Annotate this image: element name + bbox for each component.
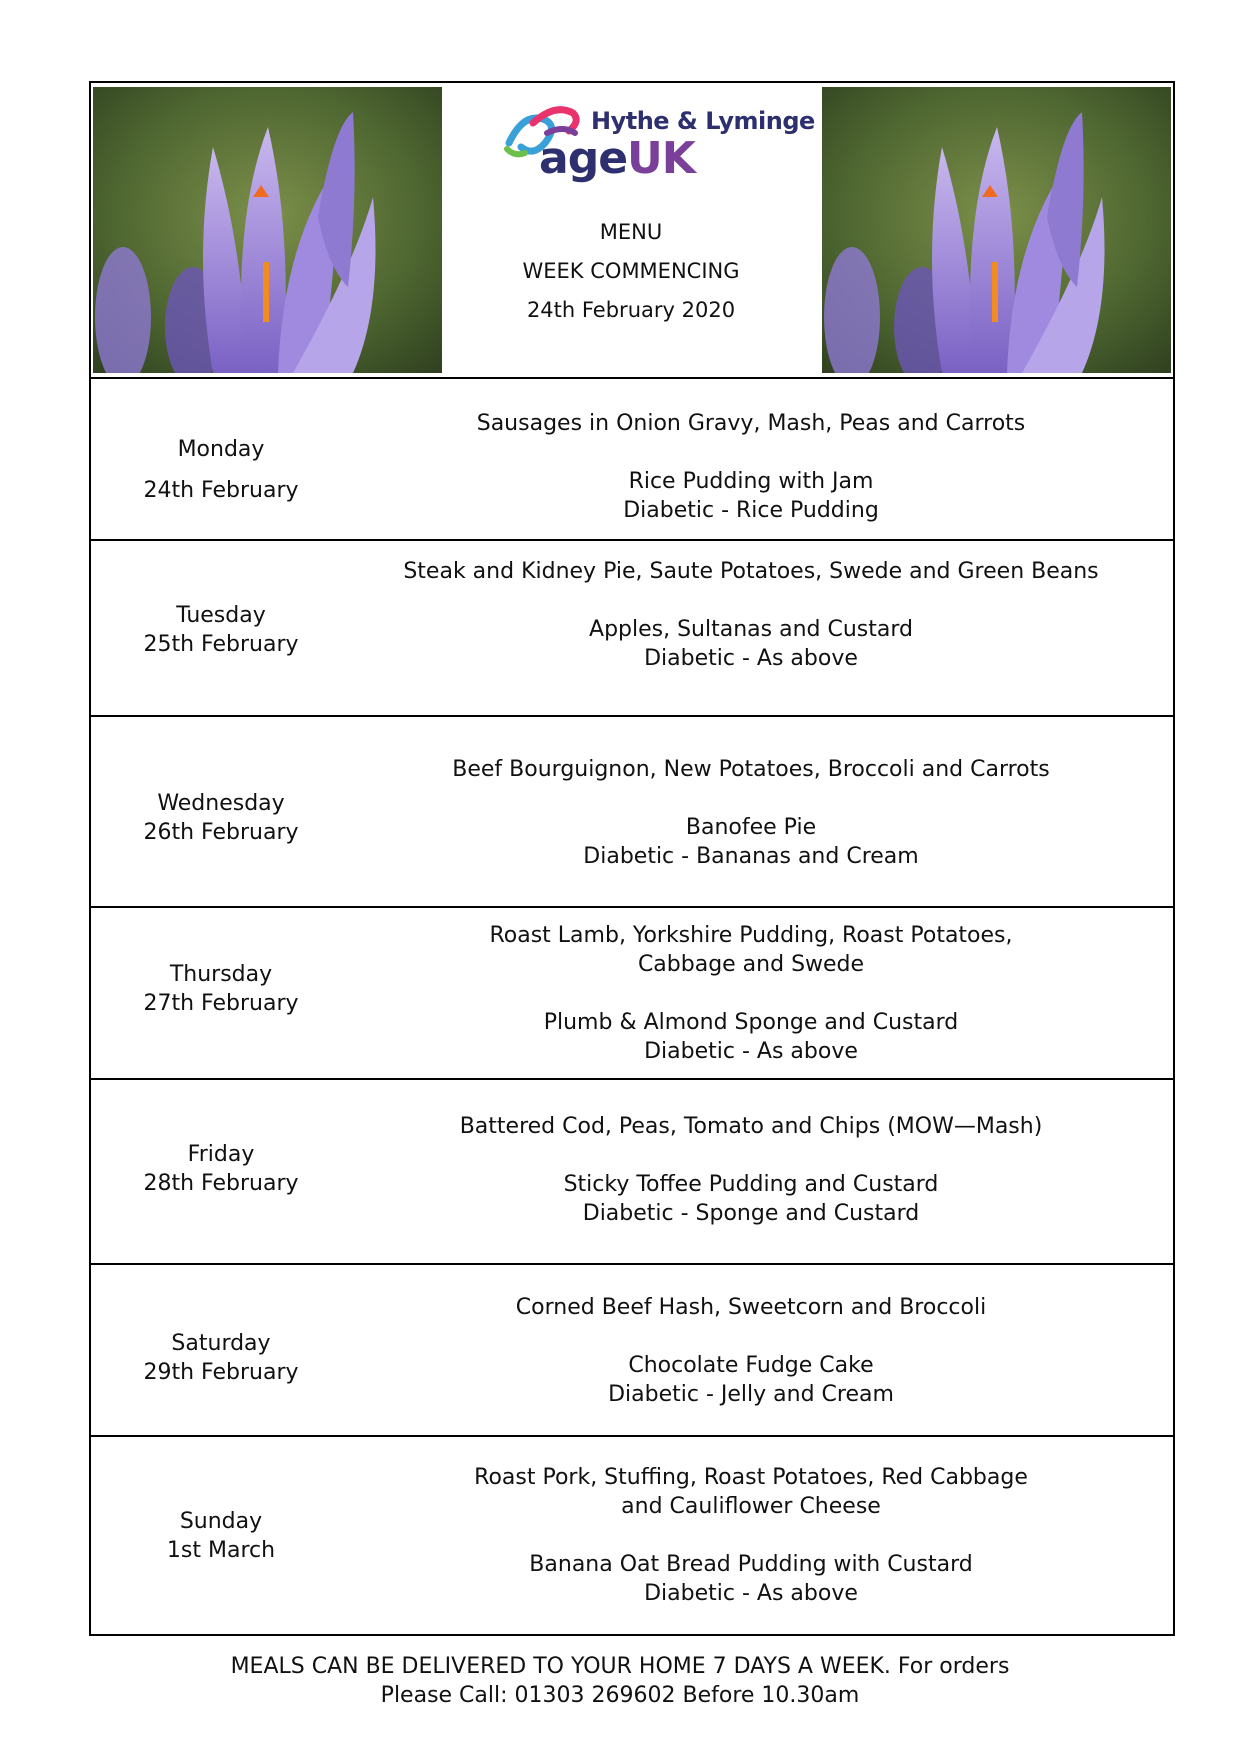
diabetic-option: Diabetic - Bananas and Cream xyxy=(583,844,919,869)
dessert: Chocolate Fudge Cake xyxy=(628,1353,874,1378)
brand-wordmark xyxy=(539,133,695,184)
day-date: 27th February xyxy=(143,991,299,1016)
dessert: Apples, Sultanas and Custard xyxy=(589,617,913,642)
day-name: Friday xyxy=(187,1142,255,1167)
dessert: Banana Oat Bread Pudding with Custard xyxy=(529,1552,973,1577)
age-uk-logo xyxy=(503,103,815,184)
meal-cell xyxy=(391,409,1111,525)
day-name: Tuesday xyxy=(176,603,266,628)
brand-age: age xyxy=(539,133,628,184)
week-commencing-label: WEEK COMMENCING xyxy=(522,259,740,283)
day-name: Sunday xyxy=(179,1509,263,1534)
menu-row-friday xyxy=(91,1080,1173,1265)
menu-row-monday xyxy=(91,379,1173,541)
day-cell xyxy=(91,789,351,847)
crocus-photo-right xyxy=(822,87,1171,373)
brand-uk: UK xyxy=(627,133,695,184)
main-course: Beef Bourguignon, New Potatoes, Broccoli and Carrots xyxy=(452,757,1050,782)
dessert: Banofee Pie xyxy=(685,815,817,840)
dessert: Plumb & Almond Sponge and Custard xyxy=(543,1010,959,1035)
dessert: Rice Pudding with Jam xyxy=(628,469,874,494)
week-date: 24th February 2020 xyxy=(526,298,736,322)
day-date: 25th February xyxy=(143,632,299,657)
diabetic-option: Diabetic - Jelly and Cream xyxy=(608,1382,894,1407)
diabetic-option: Diabetic - Rice Pudding xyxy=(623,498,879,523)
menu-row-saturday xyxy=(91,1265,1173,1437)
day-date: 29th February xyxy=(143,1360,299,1385)
day-cell xyxy=(91,429,351,511)
day-cell xyxy=(91,1507,351,1565)
diabetic-option: Diabetic - As above xyxy=(644,646,858,671)
menu-row-wednesday xyxy=(91,717,1173,908)
main-course: Battered Cod, Peas, Tomato and Chips (MOW—Mash) xyxy=(459,1114,1043,1139)
day-name: Saturday xyxy=(171,1331,271,1356)
day-cell xyxy=(91,601,351,659)
day-name: Monday xyxy=(177,437,265,462)
meal-cell xyxy=(391,1463,1111,1608)
day-cell xyxy=(91,960,351,1018)
menu-title: MENU xyxy=(599,220,663,244)
day-date: 26th February xyxy=(143,820,299,845)
menu-row-sunday xyxy=(91,1437,1173,1634)
day-name: Thursday xyxy=(169,962,273,987)
main-course: Roast Lamb, Yorkshire Pudding, Roast Potatoes, xyxy=(489,923,1013,948)
main-course-cont: and Cauliflower Cheese xyxy=(621,1494,881,1519)
menu-row-tuesday xyxy=(91,541,1173,717)
order-phone: Please Call: 01303 269602 Before 10.30am xyxy=(380,1683,860,1708)
main-course: Sausages in Onion Gravy, Mash, Peas and Carrots xyxy=(476,411,1026,436)
menu-row-thursday xyxy=(91,908,1173,1080)
diabetic-option: Diabetic - As above xyxy=(644,1039,858,1064)
menu-header xyxy=(91,83,1173,379)
day-cell xyxy=(91,1329,351,1387)
meal-cell xyxy=(391,1112,1111,1228)
main-course: Corned Beef Hash, Sweetcorn and Broccoli xyxy=(515,1295,987,1320)
diabetic-option: Diabetic - Sponge and Custard xyxy=(582,1201,920,1226)
diabetic-option: Diabetic - As above xyxy=(644,1581,858,1606)
main-course-cont: Cabbage and Swede xyxy=(637,952,865,977)
main-course: Roast Pork, Stuffing, Roast Potatoes, Red Cabbage xyxy=(474,1465,1028,1490)
day-date: 24th February xyxy=(143,478,299,503)
main-course: Steak and Kidney Pie, Saute Potatoes, Swede and Green Beans xyxy=(403,559,1099,584)
day-name: Wednesday xyxy=(157,791,285,816)
delivery-note: MEALS CAN BE DELIVERED TO YOUR HOME 7 DAYS A WEEK. For orders xyxy=(230,1654,1010,1679)
org-name: Hythe & Lyminge xyxy=(591,107,815,135)
meal-cell xyxy=(391,557,1111,673)
meal-cell xyxy=(391,1293,1111,1409)
delivery-footer xyxy=(140,1652,1100,1710)
day-date: 1st March xyxy=(166,1538,276,1563)
meal-cell xyxy=(391,755,1111,871)
menu-sheet xyxy=(89,81,1175,1636)
crocus-photo-left xyxy=(93,87,442,373)
day-cell xyxy=(91,1140,351,1198)
meal-cell xyxy=(391,921,1111,1066)
dessert: Sticky Toffee Pudding and Custard xyxy=(563,1172,939,1197)
menu-title-block xyxy=(481,213,781,330)
day-date: 28th February xyxy=(143,1171,299,1196)
